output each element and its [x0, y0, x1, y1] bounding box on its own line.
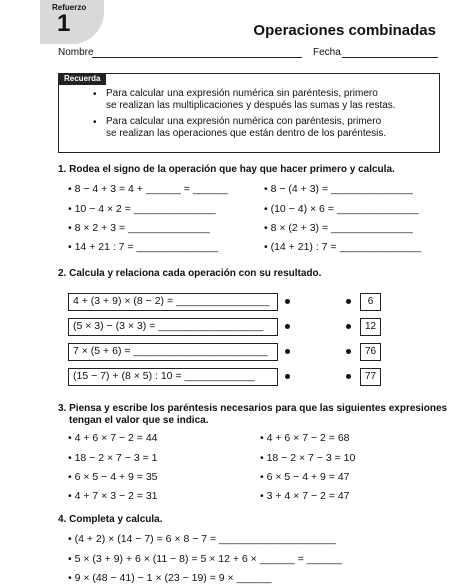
rule-2-line-2: se realizan las operaciones que están dentro de los paréntesis. [106, 128, 387, 139]
q3-left-4[interactable]: • 4 + 7 × 3 − 2 = 31 [68, 490, 158, 502]
question-3-title-line-2: tengan el valor que se indica. [69, 415, 209, 426]
page-title: Operaciones combinadas [253, 22, 436, 39]
q4-item-1[interactable]: • (4 + 2) × (14 − 7) = 6 × 8 − 7 = ____________________ [68, 533, 336, 545]
result-box-1: 6 [360, 293, 381, 311]
rule-bullet: • [93, 89, 97, 100]
q1-left-4[interactable]: • 14 + 21 : 7 = ______________ [68, 241, 219, 253]
q3-left-3[interactable]: • 6 × 5 − 4 + 9 = 35 [68, 471, 158, 483]
question-3-title-line-1: 3. Piensa y escribe los paréntesis necesarios para que las siguientes expresiones [58, 403, 448, 414]
match-dot-right[interactable] [346, 374, 351, 379]
q4-item-2[interactable]: • 5 × (3 + 9) + 6 × (11 − 8) = 5 × 12 + 6 × ______ = ______ [68, 553, 342, 565]
recuerda-tag: Recuerda [58, 73, 106, 85]
question-2-title: 2. Calcula y relaciona cada operación con su resultado. [58, 268, 322, 279]
match-dot-left[interactable] [285, 324, 290, 329]
q1-left-3[interactable]: • 8 × 2 + 3 = ______________ [68, 222, 210, 234]
operation-1[interactable]: 4 + (3 + 9) × (8 − 2) = ________________ [73, 295, 270, 307]
match-dot-left[interactable] [285, 374, 290, 379]
q3-right-1[interactable]: • 4 + 6 × 7 − 2 = 68 [260, 432, 350, 444]
rule-1-line-2: se realizan las multiplicaciones y después las sumas y las restas. [106, 100, 396, 111]
question-4-title: 4. Completa y calcula. [58, 514, 163, 525]
q3-left-1[interactable]: • 4 + 6 × 7 − 2 = 44 [68, 432, 158, 444]
q3-right-3[interactable]: • 6 × 5 − 4 + 9 = 47 [260, 471, 350, 483]
q3-right-4[interactable]: • 3 + 4 × 7 − 2 = 47 [260, 490, 350, 502]
q1-left-1[interactable]: • 8 − 4 + 3 = 4 + ______ = ______ [68, 183, 228, 195]
recuerda-box [58, 73, 440, 153]
q1-right-3[interactable]: • 8 × (2 + 3) = ______________ [264, 222, 413, 234]
rule-1-line-1: Para calcular una expresión numérica sin paréntesis, primero [106, 88, 378, 99]
q4-item-3[interactable]: • 9 × (48 − 41) − 1 × (23 − 19) = 9 × ______ [68, 572, 272, 584]
result-box-4: 77 [360, 368, 381, 386]
result-box-3: 76 [360, 343, 381, 361]
tab-label: Refuerzo [52, 3, 87, 12]
operation-2[interactable]: (5 × 3) − (3 × 3) = __________________ [73, 320, 264, 332]
match-dot-right[interactable] [346, 349, 351, 354]
operation-4[interactable]: (15 − 7) + (8 × 5) : 10 = ____________ [73, 370, 255, 382]
q1-right-1[interactable]: • 8 − (4 + 3) = ______________ [264, 183, 413, 195]
date-label: Fecha [313, 47, 341, 58]
unit-number: 1 [57, 10, 71, 37]
q1-right-4[interactable]: • (14 + 21) : 7 = ______________ [264, 241, 422, 253]
match-dot-right[interactable] [346, 324, 351, 329]
name-label: Nombre [58, 47, 94, 58]
rule-bullet: • [93, 117, 97, 128]
name-field[interactable] [92, 57, 302, 58]
q3-right-2[interactable]: • 18 − 2 × 7 − 3 = 10 [260, 452, 356, 464]
operation-3[interactable]: 7 × (5 + 6) = _______________________ [73, 345, 268, 357]
match-dot-left[interactable] [285, 349, 290, 354]
result-box-2: 12 [360, 318, 381, 336]
date-field[interactable] [342, 57, 438, 58]
q1-left-2[interactable]: • 10 − 4 × 2 = ______________ [68, 203, 216, 215]
question-1-title: 1. Rodea el signo de la operación que hay que hacer primero y calcula. [58, 164, 395, 175]
q1-right-2[interactable]: • (10 − 4) × 6 = ______________ [264, 203, 419, 215]
match-dot-left[interactable] [285, 299, 290, 304]
match-dot-right[interactable] [346, 299, 351, 304]
q3-left-2[interactable]: • 18 − 2 × 7 − 3 = 1 [68, 452, 158, 464]
rule-2-line-1: Para calcular una expresión numérica con paréntesis, primero [106, 116, 382, 127]
